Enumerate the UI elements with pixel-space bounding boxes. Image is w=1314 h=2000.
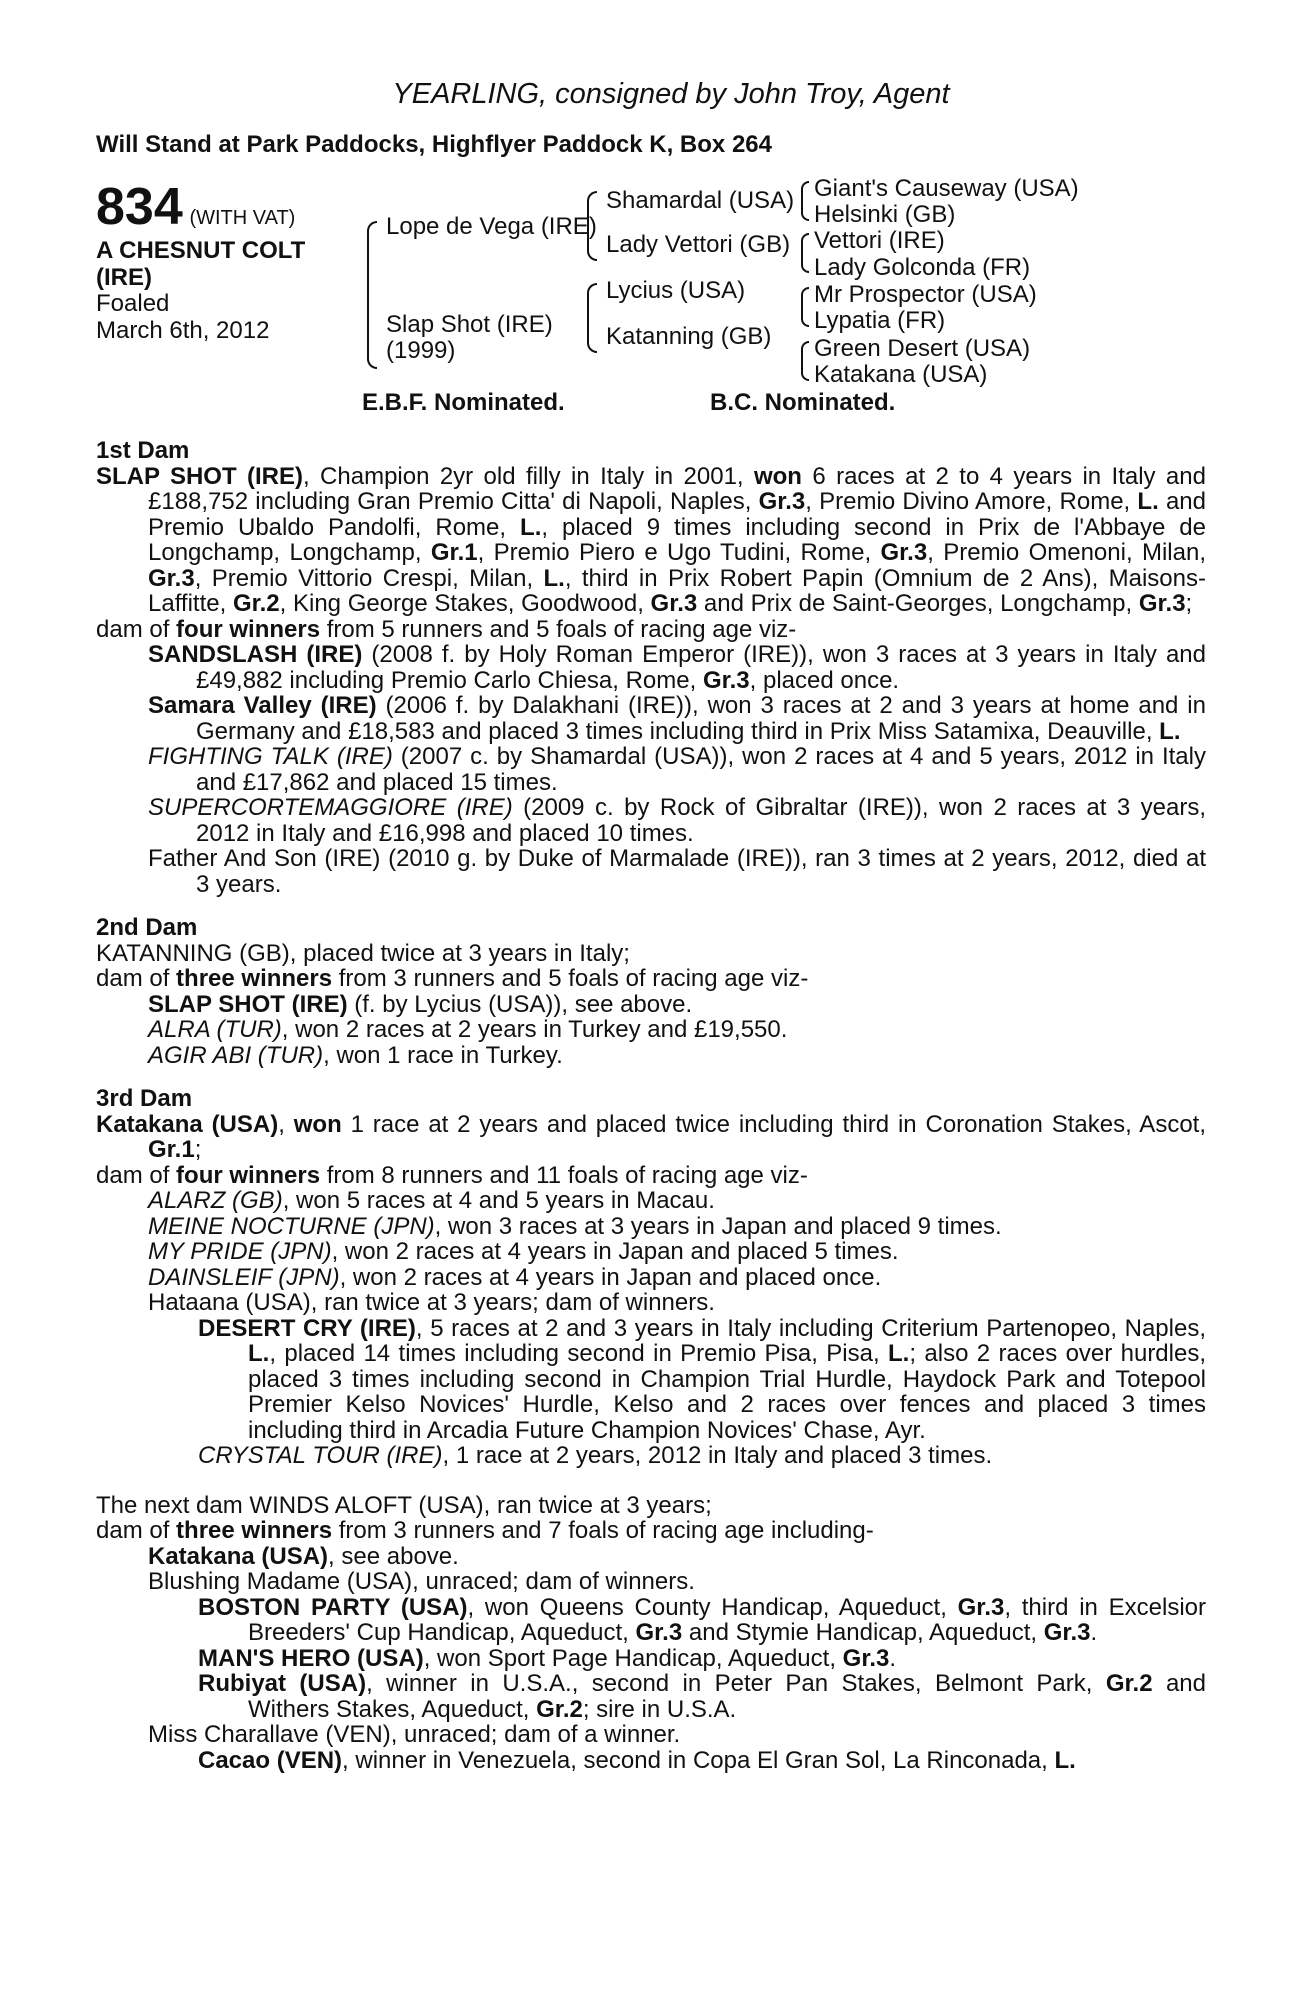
text-run: , 1 race at 2 years, 2012 in Italy and placed 3 times. — [442, 1442, 993, 1469]
grandsire-1: Giant's Causeway (USA) — [814, 175, 1079, 202]
pedigree-brace-main — [367, 221, 377, 369]
text-run: Father And Son (IRE) (2010 g. by Duke of Marmalade (IRE)), ran 3 times at 2 years, 2012, died at 3 years. — [148, 845, 1206, 898]
bold-run: BOSTON PARTY (USA) — [198, 1593, 468, 1621]
progeny-entry — [148, 1188, 1206, 1214]
text-run: ; also 2 races over hurdles, placed 3 times including second in Champion Trial Hurdle, Haydock Park and Totepool Premier Kelso Novices' Hurdle, Kelso and 2 races over fences and placed 3 times including third in Arcadia Future Champion Novices' Chase, Ayr. — [248, 1340, 1207, 1444]
progeny-entry — [148, 1239, 1206, 1265]
text-run: , third in Excelsior Breeders' Cup Handicap, Aqueduct, — [248, 1593, 1206, 1646]
text-run: dam of — [96, 965, 177, 992]
bold-run: Samara Valley (IRE) — [148, 692, 377, 719]
text-run: (f. by Lycius (USA)), see above. — [347, 990, 693, 1018]
italic-run: MY PRIDE (JPN) — [148, 1238, 332, 1265]
text-run: (2009 c. by Rock of Gibraltar (IRE)), won 2 races at 3 years, 2012 in Italy and £16,998 and placed 10 times. — [196, 794, 1206, 847]
text-run: , Premio Divino Amore, Rome, — [805, 488, 1138, 515]
bold-run: Gr.3 — [702, 666, 750, 694]
granddam-3: Lypatia (FR) — [814, 307, 946, 334]
granddam-1: Helsinki (GB) — [814, 201, 956, 228]
text-run: dam of — [96, 1161, 177, 1189]
bold-run: L. — [520, 513, 542, 541]
italic-run: ALRA (TUR) — [148, 1016, 282, 1043]
text-run: ; sire in U.S.A. — [582, 1695, 737, 1723]
bold-run: Gr.3 — [957, 1593, 1005, 1621]
dam-year: (1999) — [386, 337, 456, 364]
bold-run: Gr.2 — [232, 590, 280, 617]
text-run: 1 race at 2 years and placed twice including third in Coronation Stakes, Ascot, — [341, 1110, 1206, 1138]
pedigree-brace-g4 — [801, 341, 809, 381]
catalogue-page — [96, 78, 1206, 1773]
foaled-label: Foaled — [96, 290, 170, 317]
text-run: , winner in U.S.A., second in Peter Pan Stakes, Belmont Park, — [366, 1670, 1106, 1697]
bold-run: L. — [1137, 488, 1159, 515]
bold-run: Cacao (VEN) — [198, 1746, 343, 1774]
text-run: , won 5 races at 4 and 5 years in Macau. — [282, 1187, 715, 1214]
bold-run: three winners — [176, 1517, 333, 1544]
bold-run: Gr.3 — [880, 539, 928, 566]
pedigree-brace-dam — [587, 283, 597, 353]
text-run: and Stymie Handicap, Aqueduct, — [682, 1619, 1044, 1646]
pedigree-brace-g2 — [801, 233, 809, 273]
progeny-entry — [198, 1671, 1206, 1722]
progeny-entry — [148, 693, 1206, 744]
text-run: ; — [1185, 590, 1193, 617]
lot-description: A CHESNUT COLT — [96, 237, 306, 264]
ebf-nominated: E.B.F. Nominated. — [362, 389, 565, 416]
bold-run: Gr.1 — [430, 539, 478, 566]
text-run: 6 races at 2 to 4 years in Italy and £188,752 including Gran Premio Citta' di Napoli, Naples, — [148, 462, 1206, 515]
third-dam-heading: 3rd Dam — [96, 1085, 193, 1112]
text-run: . — [889, 1644, 897, 1672]
text-run: from 5 runners and 5 foals of racing age viz- — [320, 615, 797, 643]
progeny-entry — [148, 846, 1206, 897]
bold-run: L. — [248, 1340, 270, 1367]
pedigree-block — [96, 175, 1206, 420]
text-run: . — [1090, 1619, 1098, 1646]
bold-run: L. — [1054, 1746, 1076, 1774]
text-run: , won 2 races at 2 years in Turkey and £19,550. — [281, 1016, 788, 1043]
text-run: , see above. — [328, 1542, 459, 1570]
pedigree-brace-g3 — [801, 287, 809, 327]
dam-line — [96, 941, 1206, 967]
italic-run: FIGHTING TALK (IRE) — [148, 743, 393, 770]
italic-run: AGIR ABI (TUR) — [148, 1041, 324, 1069]
dam-details — [96, 438, 1206, 1773]
text-run: , won 2 races at 4 years in Japan and placed once. — [339, 1263, 882, 1291]
text-run: , winner in Venezuela, second in Copa El Gran Sol, La Rinconada, — [342, 1746, 1055, 1774]
sire-dam: Lady Vettori (GB) — [606, 231, 791, 258]
progeny-entry — [148, 1017, 1206, 1043]
bold-run: DESERT CRY (IRE) — [198, 1314, 416, 1342]
granddam-4: Katakana (USA) — [814, 361, 988, 388]
dam-sire: Lycius (USA) — [606, 277, 746, 304]
text-run: from 3 runners and 5 foals of racing age viz- — [332, 965, 809, 992]
dam-line — [96, 1112, 1206, 1163]
vat-note: (WITH VAT) — [189, 207, 296, 229]
italic-run: DAINSLEIF (JPN) — [148, 1263, 340, 1291]
next-dam-lines — [96, 1493, 1206, 1774]
text-run: Miss Charallave (VEN), unraced; dam of a winner. — [148, 1721, 681, 1748]
text-run: , Champion 2yr old filly in Italy in 2001, — [303, 462, 754, 490]
progeny-entry — [148, 1569, 1206, 1595]
progeny-entry — [198, 1748, 1206, 1774]
bc-nominated: B.C. Nominated. — [710, 389, 896, 416]
text-run: dam of — [96, 615, 177, 643]
second-dam-heading: 2nd Dam — [96, 914, 198, 941]
bold-run: MAN'S HERO (USA) — [198, 1644, 424, 1672]
bold-run: won — [753, 462, 802, 490]
pedigree-brace-g1 — [801, 181, 809, 221]
dam-line — [96, 1163, 1206, 1189]
bold-run: Gr.3 — [650, 590, 698, 617]
section-gap — [96, 1469, 1206, 1493]
progeny-entry — [148, 1214, 1206, 1240]
bold-run: three winners — [176, 965, 333, 992]
grandsire-4: Green Desert (USA) — [814, 335, 1031, 362]
foaled-date: March 6th, 2012 — [96, 317, 270, 344]
text-run: , won 1 race in Turkey. — [323, 1041, 563, 1069]
progeny-entry — [148, 795, 1206, 846]
bold-run: Gr.3 — [635, 1619, 683, 1646]
bold-run: L. — [888, 1340, 910, 1367]
bold-run: Gr.3 — [1138, 590, 1186, 617]
text-run: , King George Stakes, Goodwood, — [279, 590, 651, 617]
pedigree-brace-sire — [587, 191, 597, 261]
bold-run: SANDSLASH (IRE) — [148, 641, 363, 668]
text-run: The next dam WINDS ALOFT (USA), ran twice at 3 years; — [96, 1491, 712, 1519]
text-run: KATANNING (GB), placed twice at 3 years in Italy; — [96, 939, 630, 967]
text-run: , placed 9 times including second in Prix de l'Abbaye de Longchamp, Longchamp, — [148, 513, 1206, 566]
dam-dam: Katanning (GB) — [606, 323, 772, 350]
progeny-entry — [148, 1544, 1206, 1570]
text-run: Blushing Madame (USA), unraced; dam of winners. — [148, 1568, 695, 1595]
text-run: (2007 c. by Shamardal (USA)), won 2 races at 4 and 5 years, 2012 in Italy and £17,862 and placed 15 times. — [196, 743, 1206, 796]
progeny-entry — [198, 1595, 1206, 1646]
lot-number: 834 — [96, 178, 183, 236]
bold-run: SLAP SHOT (IRE) — [96, 462, 303, 490]
bold-run: L. — [1159, 717, 1181, 745]
text-run: , Premio Omenoni, Milan, — [927, 539, 1206, 566]
sire: Lope de Vega (IRE) — [386, 213, 597, 240]
bold-run: Rubiyat (USA) — [198, 1670, 367, 1697]
stand-location: Will Stand at Park Paddocks, Highflyer Paddock K, Box 264 — [96, 131, 772, 158]
text-run: , 5 races at 2 and 3 years in Italy including Criterium Partenopeo, Naples, — [415, 1314, 1206, 1342]
bold-run: won — [293, 1110, 342, 1138]
progeny-entry — [148, 1043, 1206, 1069]
progeny-entry — [148, 992, 1206, 1018]
first-dam-paragraph — [96, 464, 1206, 617]
bold-run: SLAP SHOT (IRE) — [148, 990, 348, 1018]
text-run: (2006 f. by Dalakhani (IRE)), won 3 races at 2 and 3 years at home and in Germany and £18,583 and placed 3 times including third in Prix Miss Satamixa, Deauville, — [196, 692, 1206, 745]
bold-run: Gr.2 — [1105, 1670, 1153, 1697]
granddam-2: Lady Golconda (FR) — [814, 254, 1031, 281]
bold-run: Gr.3 — [842, 1644, 890, 1672]
text-run: , placed 14 times including second in Premio Pisa, Pisa, — [269, 1340, 889, 1367]
progeny-entry — [148, 1722, 1206, 1748]
progeny-entry — [148, 744, 1206, 795]
first-dam-dam-of — [96, 617, 1206, 643]
progeny-entry — [148, 642, 1206, 693]
third-dam-lines — [96, 1112, 1206, 1469]
dam-line — [96, 966, 1206, 992]
text-run: dam of — [96, 1517, 177, 1544]
bold-run: Gr.3 — [1043, 1619, 1091, 1646]
first-dam-progeny — [96, 642, 1206, 897]
text-run: ; — [194, 1136, 202, 1163]
text-run: , Premio Piero e Ugo Tudini, Rome, — [477, 539, 881, 566]
text-run: from 3 runners and 7 foals of racing age including- — [332, 1517, 874, 1544]
second-dam-lines — [96, 941, 1206, 1069]
italic-run: ALARZ (GB) — [148, 1187, 283, 1214]
text-run: and Withers Stakes, Aqueduct, — [248, 1670, 1206, 1723]
text-run: (2008 f. by Holy Roman Emperor (IRE)), won 3 races at 3 years in Italy and £49,882 including Premio Carlo Chiesa, Rome, — [196, 641, 1206, 694]
text-run: , won 2 races at 4 years in Japan and placed 5 times. — [331, 1238, 899, 1265]
progeny-entry — [198, 1316, 1206, 1444]
text-run: from 8 runners and 11 foals of racing age viz- — [320, 1161, 808, 1189]
dam-line — [96, 1493, 1206, 1519]
italic-run: SUPERCORTEMAGGIORE (IRE) — [148, 794, 513, 821]
progeny-entry — [198, 1646, 1206, 1672]
bold-run: Gr.3 — [148, 564, 195, 592]
sire-sire: Shamardal (USA) — [606, 187, 795, 214]
dam-line — [96, 1518, 1206, 1544]
text-run: , third in Prix Robert Papin (Omnium de 2 Ans), Maisons-Laffitte, — [148, 564, 1206, 617]
text-run: and Prix de Saint-Georges, Longchamp, — [697, 590, 1139, 617]
text-run: , won Sport Page Handicap, Aqueduct, — [423, 1644, 843, 1672]
grandsire-2: Vettori (IRE) — [814, 227, 945, 254]
page-header: YEARLING, consigned by John Troy, Agent — [392, 78, 950, 110]
text-run: , — [278, 1110, 294, 1138]
lot-number-line — [96, 178, 296, 236]
bold-run: four winners — [176, 615, 321, 643]
progeny-entry — [198, 1443, 1206, 1469]
lot-description-country: (IRE) — [96, 264, 152, 291]
progeny-entry — [148, 1265, 1206, 1291]
text-run: Hataana (USA), ran twice at 3 years; dam of winners. — [148, 1289, 715, 1316]
text-run: , Premio Vittorio Crespi, Milan, — [194, 564, 544, 592]
bold-run: L. — [543, 564, 565, 592]
bold-run: four winners — [176, 1161, 321, 1189]
text-run: , won Queens County Handicap, Aqueduct, — [467, 1593, 958, 1621]
bold-run: Gr.1 — [148, 1136, 195, 1163]
text-run: , placed once. — [749, 666, 900, 694]
bold-run: Gr.3 — [758, 488, 806, 515]
bold-run: Gr.2 — [536, 1695, 583, 1723]
text-run: , won 3 races at 3 years in Japan and placed 9 times. — [434, 1212, 1002, 1240]
italic-run: MEINE NOCTURNE (JPN) — [148, 1212, 435, 1240]
grandsire-3: Mr Prospector (USA) — [814, 281, 1037, 308]
italic-run: CRYSTAL TOUR (IRE) — [198, 1442, 443, 1469]
dam: Slap Shot (IRE) — [386, 311, 553, 338]
bold-run: Katakana (USA) — [96, 1110, 279, 1138]
bold-run: Katakana (USA) — [148, 1542, 329, 1570]
text-run: and Premio Ubaldo Pandolfi, Rome, — [148, 488, 1207, 541]
progeny-entry — [148, 1290, 1206, 1316]
first-dam-heading: 1st Dam — [96, 437, 190, 464]
